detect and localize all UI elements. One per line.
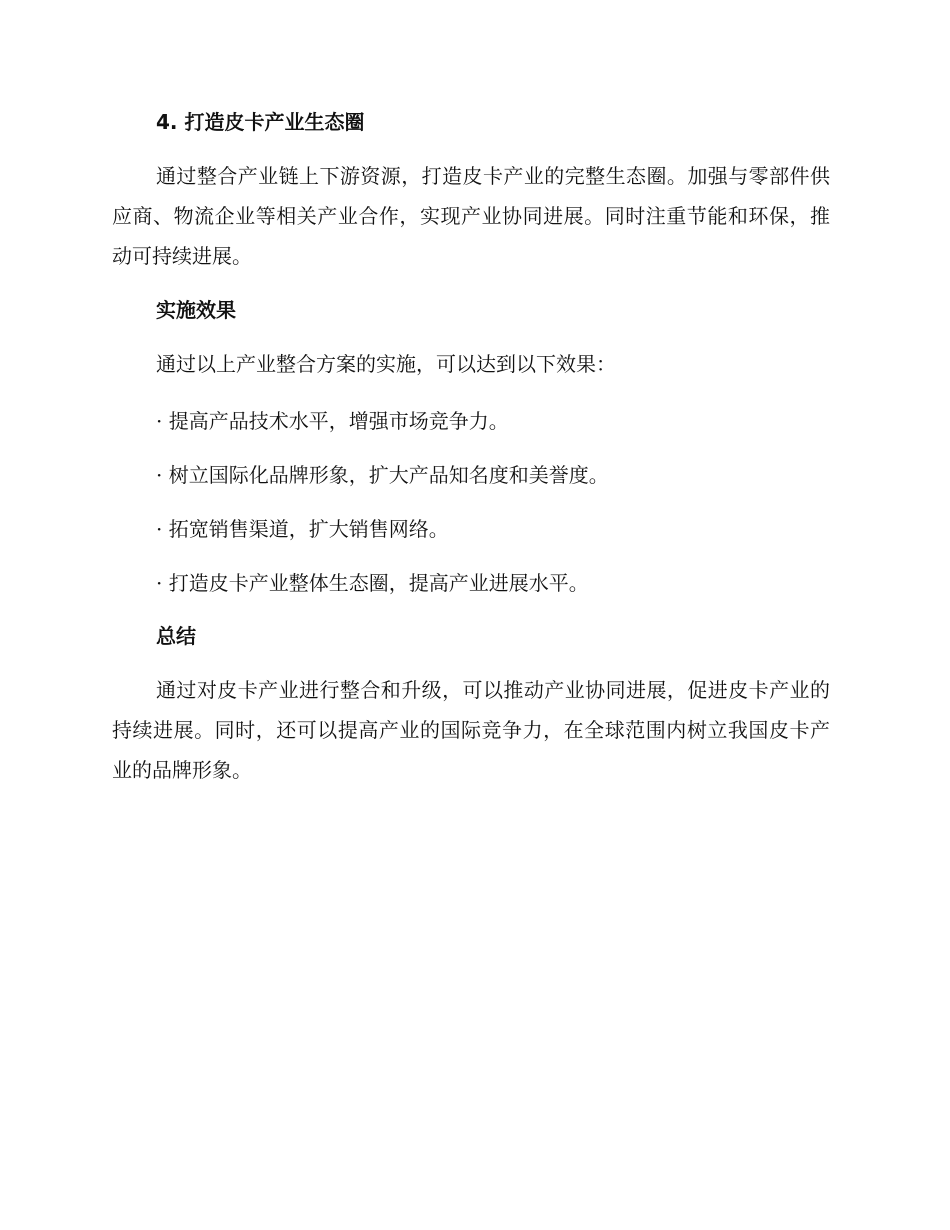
section-heading-industry-ecosystem: 4. 打造皮卡产业生态圈 [156, 110, 365, 134]
bullet-item: · 打造皮卡产业整体生态圈，提高产业进展水平。 [156, 571, 589, 595]
bullet-item: · 拓宽销售渠道，扩大销售网络。 [156, 517, 449, 541]
bullet-item: · 提高产品技术水平，增强市场竞争力。 [156, 409, 509, 433]
section-heading-implementation-effects: 实施效果 [156, 298, 236, 322]
paragraph-implementation-intro: 通过以上产业整合方案的实施，可以达到以下效果： [156, 352, 616, 376]
document-page [112, 108, 830, 790]
bullet-item: · 树立国际化品牌形象，扩大产品知名度和美誉度。 [156, 463, 609, 487]
paragraph-summary: 通过对皮卡产业进行整合和升级，可以推动产业协同进展，促进皮卡产业的持续进展。同时，还可以提高产业的国际竞争力，在全球范围内树立我国皮卡产业的品牌形象。 [112, 678, 830, 782]
paragraph-industry-ecosystem: 通过整合产业链上下游资源，打造皮卡产业的完整生态圈。加强与零部件供应商、物流企业等相关产业合作，实现产业协同进展。同时注重节能和环保，推动可持续进展。 [112, 164, 830, 268]
section-heading-summary: 总结 [156, 624, 196, 648]
